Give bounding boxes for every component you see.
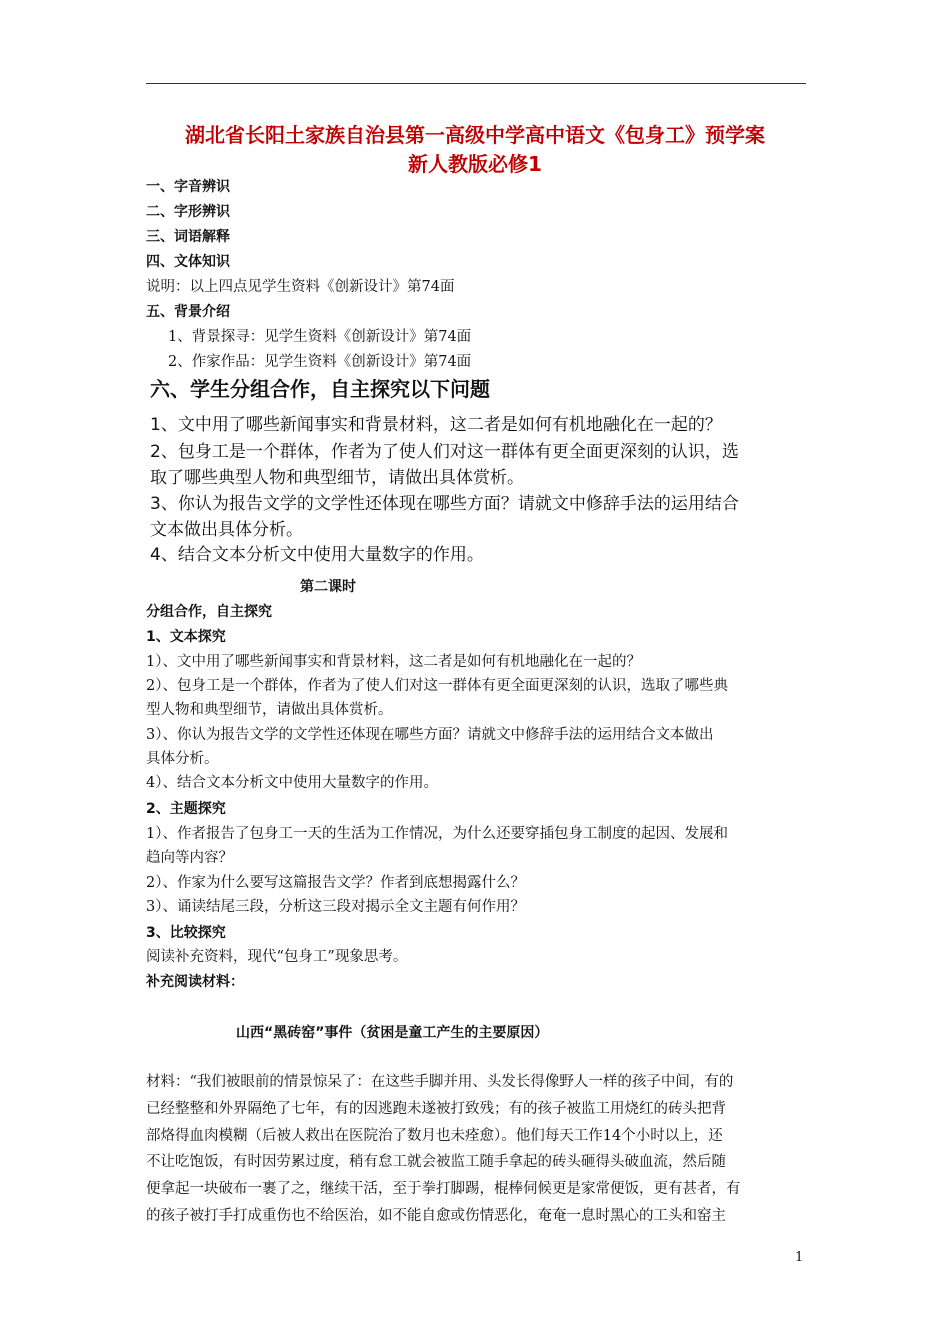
text-question-3b: 具体分析。 [146, 751, 219, 767]
theme-question-3: 3）、诵读结尾三段，分析这三段对揭示全文主题有何作用？ [146, 899, 525, 915]
theme-exploration-heading: 2、主题探究 [146, 801, 226, 817]
article-line-5: 便拿起一块破布一裹了之，继续干活，至于拳打脚踢，棍棒伺候更是家常便饭，更有甚者，有 [146, 1181, 741, 1197]
lesson-two-heading: 第二课时 [300, 579, 356, 595]
text-exploration-heading: 1、文本探究 [146, 629, 226, 645]
comparison-heading: 3、比较探究 [146, 925, 226, 941]
section-heading-5: 五、背景介绍 [146, 304, 230, 320]
group-work-heading: 分组合作，自主探究 [146, 604, 272, 620]
section-heading-3: 三、词语解释 [146, 229, 230, 245]
group-question-3a: 3、你认为报告文学的文学性还体现在哪些方面？请就文中修辞手法的运用结合 [150, 494, 739, 514]
group-question-1: 1、文中用了哪些新闻事实和背景材料，这二者是如何有机地融化在一起的？ [150, 415, 722, 435]
background-item-2: 2、作家作品：见学生资料《创新设计》第74面 [168, 354, 472, 370]
document-title-line-2: 新人教版必修1 [408, 152, 542, 176]
text-question-4: 4）、结合文本分析文中使用大量数字的作用。 [146, 775, 438, 791]
section-heading-2: 二、字形辨识 [146, 204, 230, 220]
article-line-6: 的孩子被打手打成重伤也不给医治，如不能自愈或伤情恶化，奄奄一息时黑心的工头和窑主 [146, 1208, 726, 1224]
group-question-2b: 取了哪些典型人物和典型细节，请做出具体赏析。 [150, 468, 524, 488]
text-question-2a: 2）、包身工是一个群体，作者为了使人们对这一群体有更全面更深刻的认识，选取了哪些典 [146, 678, 728, 694]
section-heading-1: 一、字音辨识 [146, 179, 230, 195]
article-line-1: 材料：“我们被眼前的情景惊呆了：在这些手脚并用、头发长得像野人一样的孩子中间，有的 [146, 1074, 734, 1090]
group-question-2a: 2、包身工是一个群体，作者为了使人们对这一群体有更全面更深刻的认识，选 [150, 442, 739, 462]
reference-note: 说明：以上四点见学生资料《创新设计》第74面 [146, 279, 455, 295]
document-title-line-1: 湖北省长阳土家族自治县第一高级中学高中语文《包身工》预学案 [185, 123, 765, 147]
background-item-1: 1、背景探寻：见学生资料《创新设计》第74面 [168, 329, 472, 345]
group-question-3b: 文本做出具体分析。 [150, 520, 303, 540]
text-question-2b: 型人物和典型细节，请做出具体赏析。 [146, 702, 393, 718]
theme-question-1b: 趋向等内容？ [146, 850, 233, 866]
text-question-1: 1）、文中用了哪些新闻事实和背景材料，这二者是如何有机地融化在一起的？ [146, 654, 641, 670]
supplementary-reading-heading: 补充阅读材料： [146, 974, 244, 990]
comparison-instruction: 阅读补充资料，现代“包身工”现象思考。 [146, 949, 408, 965]
header-rule [146, 83, 806, 84]
article-title: 山西“黑砖窑”事件（贫困是童工产生的主要原因） [236, 1025, 549, 1041]
page-number: 1 [795, 1250, 804, 1265]
article-line-3: 部烙得血肉模糊（后被人救出在医院治了数月也未痊愈）。他们每天工作14个小时以上，还 [146, 1128, 723, 1144]
theme-question-1a: 1）、作者报告了包身工一天的生活为工作情况，为什么还要穿插包身工制度的起因、发展和 [146, 826, 728, 842]
article-line-4: 不让吃饱饭，有时因劳累过度，稍有怠工就会被监工随手拿起的砖头砸得头破血流，然后随 [146, 1154, 726, 1170]
section-heading-4: 四、文体知识 [146, 254, 230, 270]
text-question-3a: 3）、你认为报告文学的文学性还体现在哪些方面？请就文中修辞手法的运用结合文本做出 [146, 727, 714, 743]
section-heading-6: 六、学生分组合作，自主探究以下问题 [150, 377, 490, 401]
theme-question-2: 2）、作家为什么要写这篇报告文学？作者到底想揭露什么？ [146, 875, 525, 891]
group-question-4: 4、结合文本分析文中使用大量数字的作用。 [150, 545, 484, 565]
article-line-2: 已经整整和外界隔绝了七年，有的因逃跑未遂被打致残；有的孩子被监工用烧红的砖头把背 [146, 1101, 726, 1117]
